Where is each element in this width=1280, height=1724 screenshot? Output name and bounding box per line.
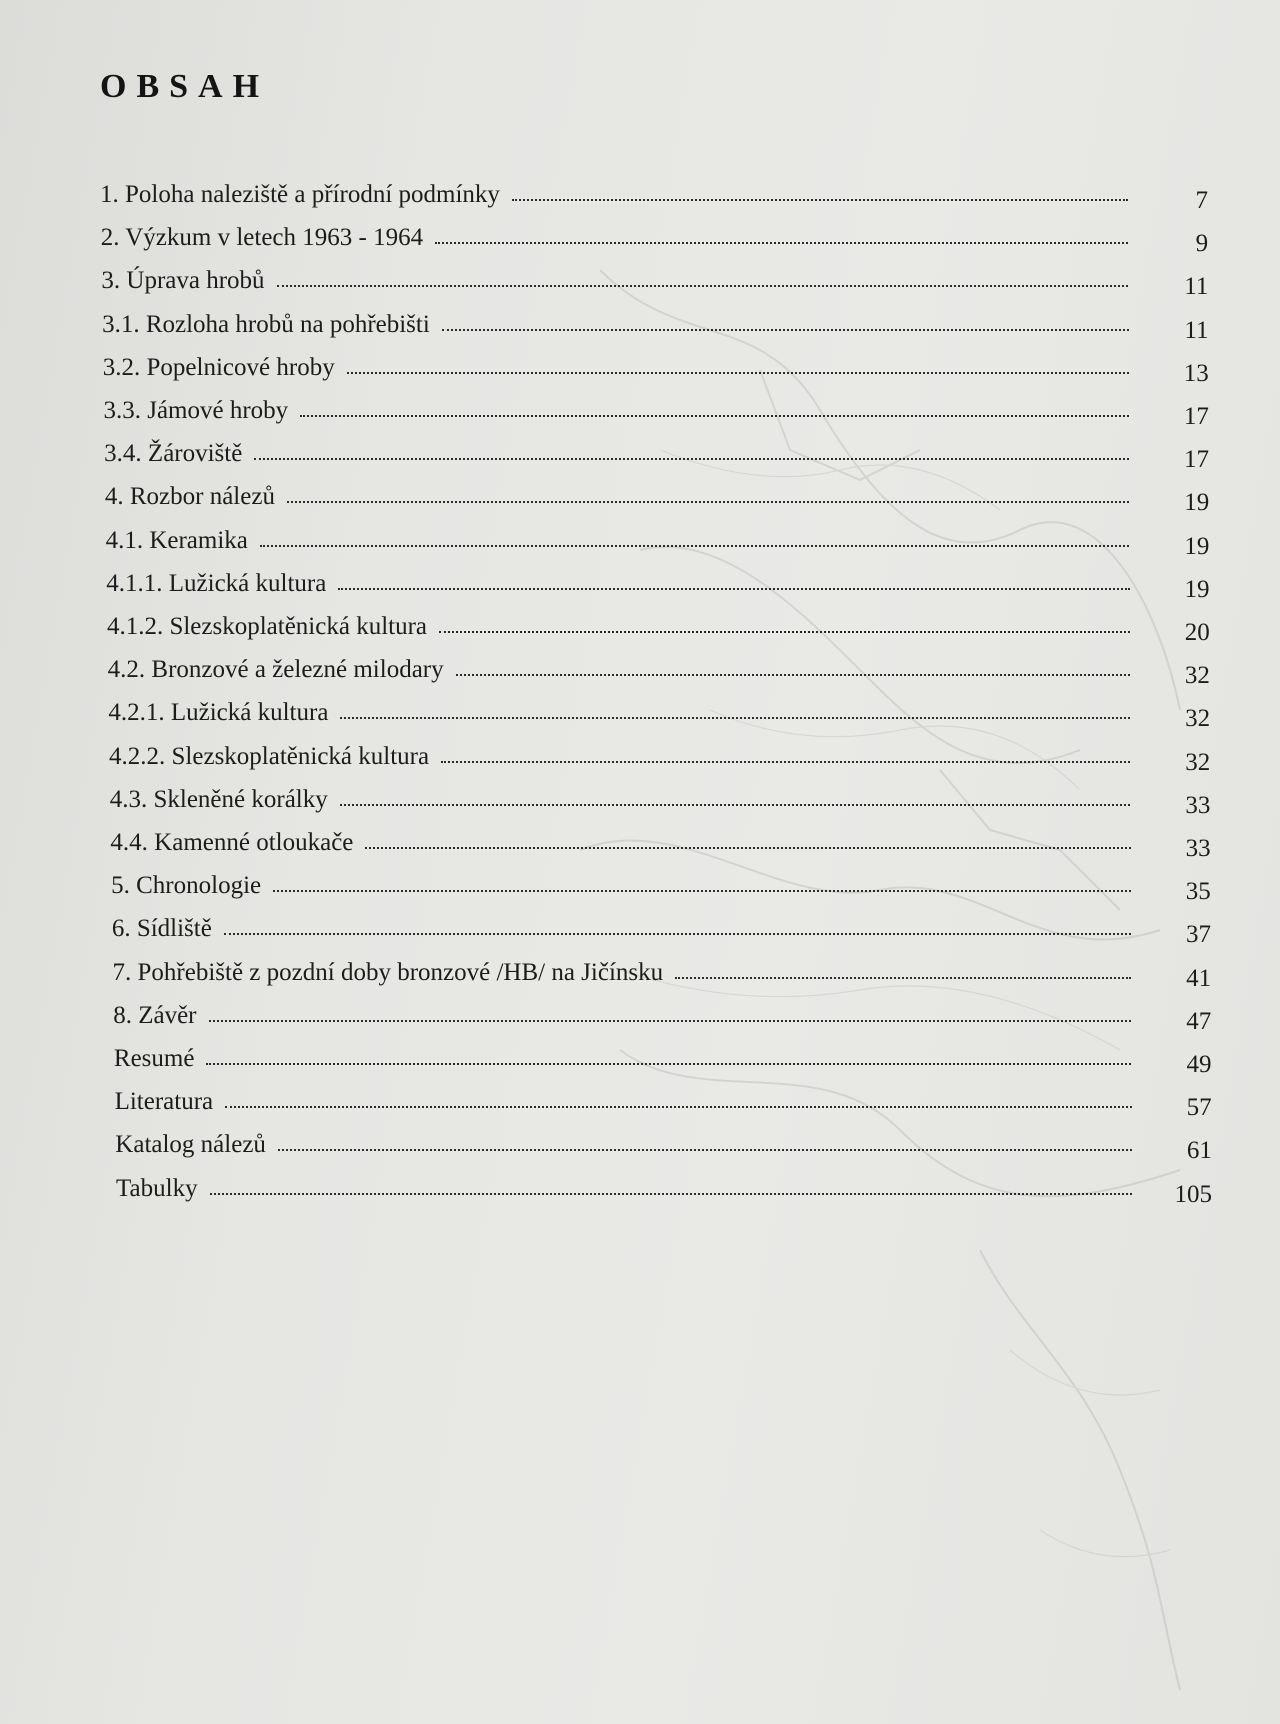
toc-dot-leader [439, 631, 1130, 633]
toc-entry-label: 4.1.1. Lužická kultura [106, 569, 327, 597]
toc-entry [104, 472, 1210, 517]
toc-entry [113, 1034, 1212, 1078]
toc-dot-leader [210, 1193, 1132, 1195]
toc-dot-leader [273, 890, 1131, 892]
toc-entry-label: 4.2.2. Slezskoplatěnická kultura [109, 742, 430, 770]
toc-entry [103, 386, 1209, 430]
toc-dot-leader [338, 588, 1129, 590]
toc-dot-leader [206, 1063, 1131, 1065]
toc-entry [113, 991, 1212, 1035]
toc-entry-label: 3.1. Rozloha hrobů na pohřebišti [102, 310, 430, 338]
toc-entry-label: 3.3. Jámové hroby [103, 397, 289, 424]
toc-entry-label: Tabulky [116, 1174, 198, 1202]
toc-entry [115, 1120, 1212, 1165]
toc-entry-page-number: 13 [1183, 359, 1209, 387]
toc-dot-leader [365, 847, 1130, 849]
toc-entry [112, 948, 1212, 992]
toc-entry [104, 429, 1210, 474]
toc-entry-page-number: 49 [1186, 1051, 1212, 1078]
toc-dot-leader [435, 242, 1128, 244]
toc-entry-label: 4.2. Bronzové a železné milodary [107, 656, 444, 684]
page-title: OBSAH [100, 68, 270, 105]
toc-entry-label: 2. Výzkum v letech 1963 - 1964 [100, 224, 424, 252]
toc-entry [111, 861, 1211, 906]
toc-entry [100, 170, 1208, 214]
toc-entry-label: Resumé [113, 1045, 195, 1072]
toc-entry-label: 4.3. Skleněné korálky [109, 785, 328, 813]
toc-dot-leader [675, 977, 1131, 979]
toc-dot-leader [442, 329, 1129, 331]
toc-entry-label: Literatura [114, 1088, 214, 1116]
toc-entry-page-number: 20 [1184, 619, 1210, 646]
toc-dot-leader [224, 933, 1131, 935]
toc-entry-page-number: 105 [1174, 1180, 1212, 1208]
toc-entry [105, 516, 1210, 560]
toc-entry [111, 904, 1211, 949]
toc-entry-page-number: 32 [1185, 748, 1211, 776]
toc-entry-label: 4.2.1. Lužická kultura [108, 699, 329, 727]
toc-entry-page-number: 17 [1184, 446, 1210, 474]
toc-entry [102, 300, 1209, 344]
toc-entry-page-number: 41 [1186, 964, 1212, 992]
toc-entry-page-number: 57 [1186, 1094, 1212, 1122]
toc-dot-leader [209, 1020, 1132, 1022]
toc-entry-page-number: 11 [1184, 273, 1209, 301]
toc-entry [106, 602, 1210, 646]
toc-entry-page-number: 61 [1186, 1137, 1212, 1165]
toc-entry-label: 1. Poloha naleziště a přírodní podmínky [100, 181, 500, 208]
toc-entry-label: 5. Chronologie [111, 872, 262, 900]
toc-entry [109, 732, 1211, 776]
toc-entry [109, 775, 1211, 819]
toc-entry-label: 3. Úprava hrobů [101, 267, 265, 295]
toc-dot-leader [225, 1106, 1131, 1108]
toc-dot-leader [260, 545, 1130, 547]
toc-entry [116, 1164, 1212, 1208]
toc-entry-page-number: 19 [1184, 532, 1210, 560]
toc-entry-label: 4. Rozbor nálezů [104, 483, 275, 511]
toc-dot-leader [347, 372, 1129, 374]
toc-entry-page-number: 35 [1185, 878, 1211, 906]
toc-entry-page-number: 32 [1185, 705, 1211, 733]
toc-entry-page-number: 11 [1184, 316, 1209, 344]
toc-entry-label: 3.4. Žároviště [104, 440, 243, 468]
toc-dot-leader [512, 199, 1128, 201]
toc-entry-page-number: 7 [1195, 187, 1208, 214]
toc-entry-label: 4.4. Kamenné otloukače [110, 829, 354, 856]
toc-entry [108, 688, 1211, 733]
toc-entry [101, 256, 1209, 301]
toc-dot-leader [456, 674, 1130, 676]
toc-entry [110, 818, 1211, 862]
toc-entry-page-number: 37 [1185, 921, 1211, 949]
toc-entry-label: 8. Závěr [113, 1001, 197, 1029]
toc-entry [114, 1077, 1212, 1122]
toc-dot-leader [278, 1149, 1132, 1151]
toc-dot-leader [340, 717, 1130, 719]
toc-entry-page-number: 32 [1184, 662, 1210, 690]
toc-entry-page-number: 19 [1184, 489, 1210, 517]
toc-entry-page-number: 47 [1186, 1007, 1212, 1035]
toc-entry-page-number: 17 [1183, 403, 1209, 430]
toc-entry-page-number: 19 [1184, 575, 1210, 603]
toc-entry [107, 645, 1210, 690]
toc-entry-label: 6. Sídliště [111, 915, 212, 943]
toc-dot-leader [277, 285, 1129, 287]
toc-dot-leader [287, 501, 1129, 503]
toc-dot-leader [254, 458, 1129, 460]
toc-entry [106, 559, 1210, 603]
toc-entry-label: 4.1. Keramika [105, 526, 248, 554]
toc-entry-page-number: 9 [1195, 230, 1209, 258]
toc-dot-leader [441, 761, 1130, 763]
toc-entry-label: 4.1.2. Slezskoplatěnická kultura [106, 613, 428, 640]
toc-entry [100, 213, 1209, 258]
toc-entry-page-number: 33 [1185, 835, 1211, 862]
toc-dot-leader [340, 804, 1131, 806]
toc-entry-label: Katalog nálezů [115, 1131, 266, 1159]
toc-entry-page-number: 33 [1185, 791, 1211, 819]
toc-entry-label: 7. Pohřebiště z pozdní doby bronzové /HB/ na Jičínsku [112, 958, 664, 986]
toc-entry-label: 3.2. Popelnicové hroby [102, 353, 335, 381]
toc-entry [102, 343, 1209, 387]
toc-dot-leader [300, 415, 1129, 417]
